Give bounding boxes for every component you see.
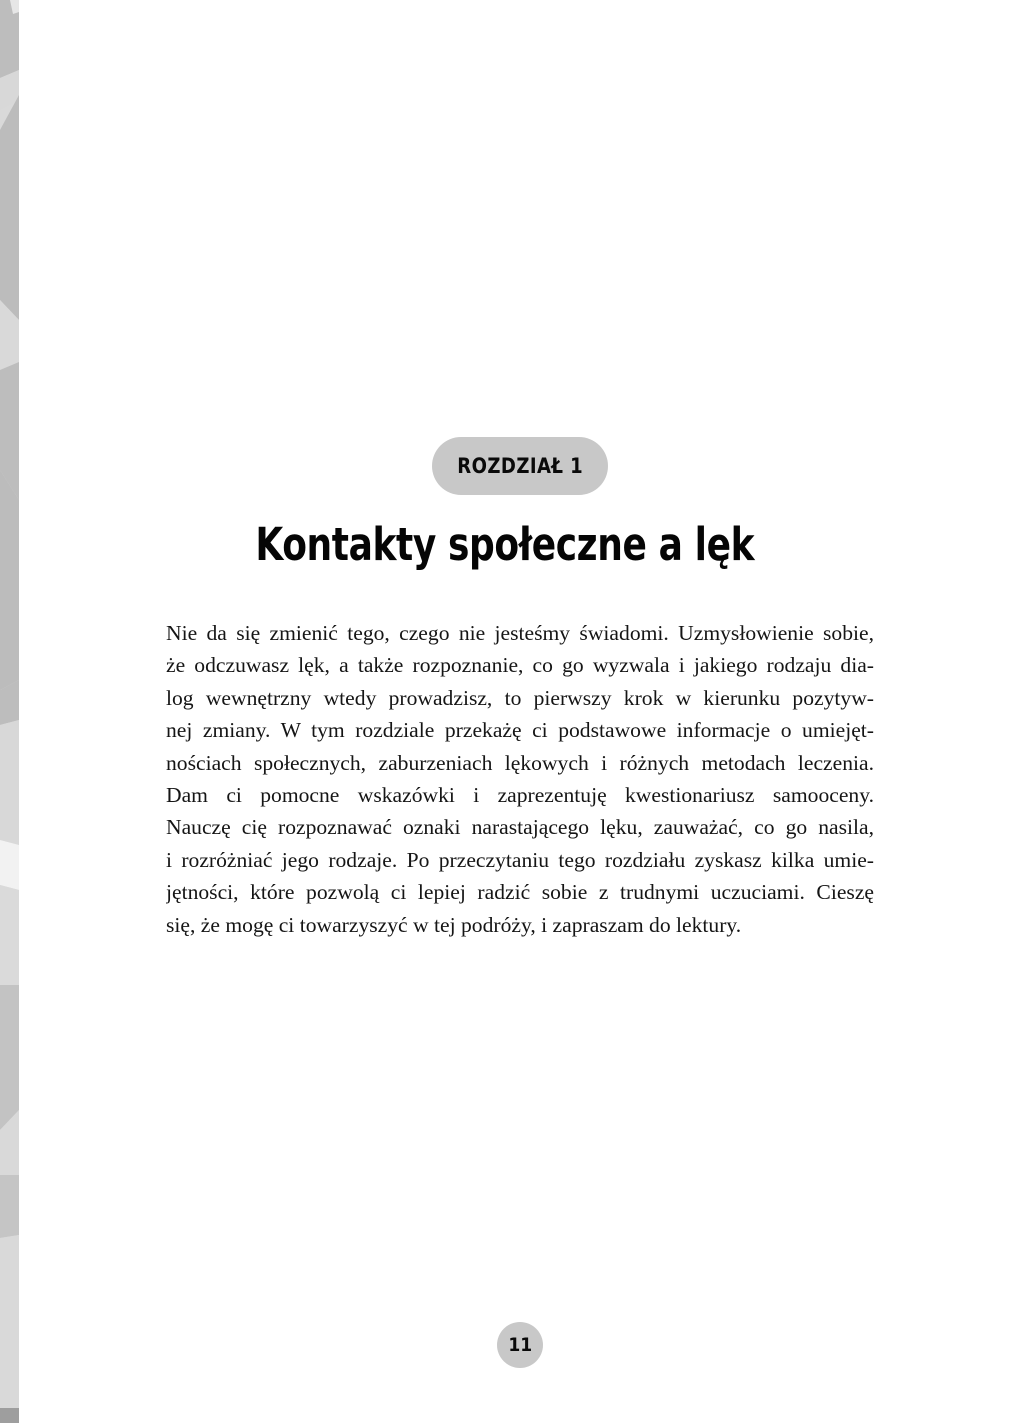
- paragraph-line: jętności, które pozwolą ci lepiej radzić sobie z trudnymi uczuciami. Cieszę: [166, 880, 874, 905]
- paragraph-line: i rozróżniać jego rodzaje. Po przeczytaniu tego rozdziału zyskasz kilka umie-: [166, 847, 874, 872]
- page-number: 11: [508, 1334, 532, 1356]
- paragraph-line: że odczuwasz lęk, a także rozpoznanie, co go wyzwala i jakiego rodzaju dia-: [166, 653, 874, 678]
- paragraph-line: się, że mogę ci towarzyszyć w tej podróży, i zapraszam do lektury.: [166, 912, 742, 937]
- paragraph-line: Dam ci pomocne wskazówki i zaprezentuję kwestionariusz samooceny.: [166, 782, 874, 807]
- chapter-title-text: Kontakty społeczne a lęk: [255, 518, 755, 571]
- paragraph-line: Nauczę cię rozpoznawać oznaki narastającego lęku, zauważać, co go nasila,: [166, 815, 874, 840]
- paragraph-line: nościach społecznych, zaburzeniach lękowych i różnych metodach leczenia.: [166, 750, 874, 775]
- chapter-number-label: ROZDZIAŁ 1: [457, 454, 583, 478]
- body-paragraph: [166, 617, 874, 941]
- paragraph-line: nej zmiany. W tym rozdziale przekażę ci podstawowe informacje o umiejęt-: [166, 718, 874, 743]
- chapter-title: [0, 518, 1010, 571]
- paragraph-line: Nie da się zmienić tego, czego nie jesteśmy świadomi. Uzmysłowienie sobie,: [166, 621, 874, 645]
- page-number-badge: [497, 1322, 543, 1368]
- chapter-number-badge: [432, 437, 608, 495]
- paragraph-line: log wewnętrzny wtedy prowadzisz, to pierwszy krok w kierunku pozytyw-: [166, 685, 874, 710]
- decorative-edge-pattern: [0, 0, 19, 1423]
